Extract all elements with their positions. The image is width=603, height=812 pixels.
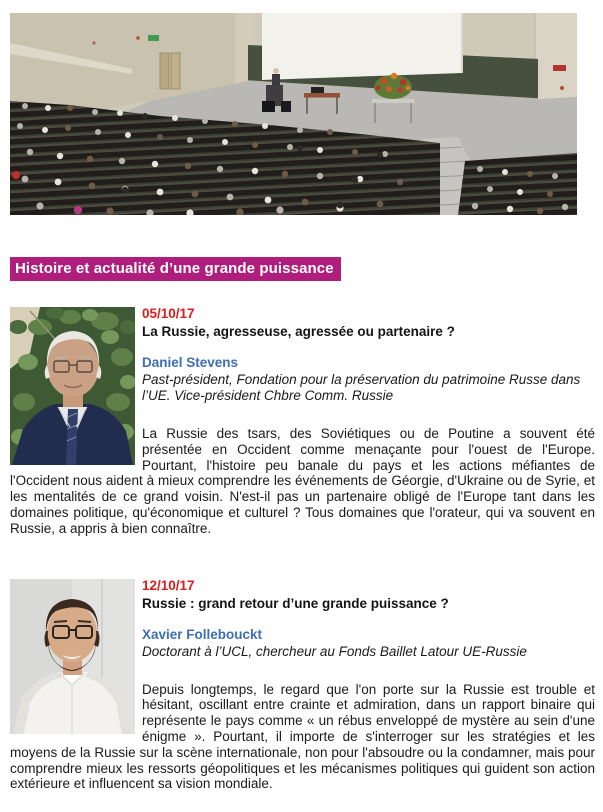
- event-entry-2: [10, 577, 595, 793]
- section-title-banner: [10, 257, 341, 281]
- speaker-name: Xavier Follebouckt: [142, 626, 263, 642]
- speaker-role: Doctorant à l’UCL, chercheur au Fonds Baillet Latour UE-Russie: [142, 643, 527, 659]
- event-description: La Russie des tsars, des Soviétiques ou de Poutine a souvent été présentée en Occident comme menaçante pour l'ouest de l'Europe. Pourtant, l'histoire peu banale du pays et les actions méfiantes de l'Occident nous aident à mieux comprendre les événements de Géorgie, d'Ukraine ou de Syrie, et les mentalités de ce grand voisin. N'est-il pas un partenaire obligé de l'Europe tant dans les domaines politique, qu'économique et culturel ? Tous domaines que l'orateur, qui va souvent en Russie, a appris à bien connaître.: [10, 426, 595, 536]
- event-title: Russie : grand retour d’une grande puissance ?: [142, 595, 449, 611]
- event-description: Depuis longtemps, le regard que l'on porte sur la Russie est trouble et hésitant, oscillant entre crainte et admiration, dans un rapport binaire qui représente le pays comme « un rébus enveloppé de mystère au sein d'une énigme ». Pourtant, il importe de s'interroger sur les stratégies et les moyens de la Russie sur la scène internationale, non pour l'absoudre ou la condamner, mais pour comprendre mieux les ressorts géopolitiques et les mécanismes politiques qui guident son action extérieure et influencent sa vision mondiale.: [10, 681, 595, 792]
- speaker-name: Daniel Stevens: [142, 355, 239, 370]
- lecture-hall-photo: [10, 13, 577, 215]
- speaker-photo-xavier-follebouckt: [10, 579, 135, 734]
- speaker-role: Past-président, Fondation pour la préservation du patrimoine Russe dans l’UE. Vice-président Chbre Comm. Russie: [142, 372, 581, 403]
- event-entry-1: [10, 305, 595, 537]
- speaker-photo-daniel-stevens: [10, 307, 135, 465]
- event-title: La Russie, agresseuse, agressée ou partenaire ?: [142, 324, 455, 339]
- event-date: 05/10/17: [142, 306, 195, 321]
- event-date: 12/10/17: [142, 577, 195, 593]
- section-title: Histoire et actualité d’une grande puissance: [15, 260, 334, 277]
